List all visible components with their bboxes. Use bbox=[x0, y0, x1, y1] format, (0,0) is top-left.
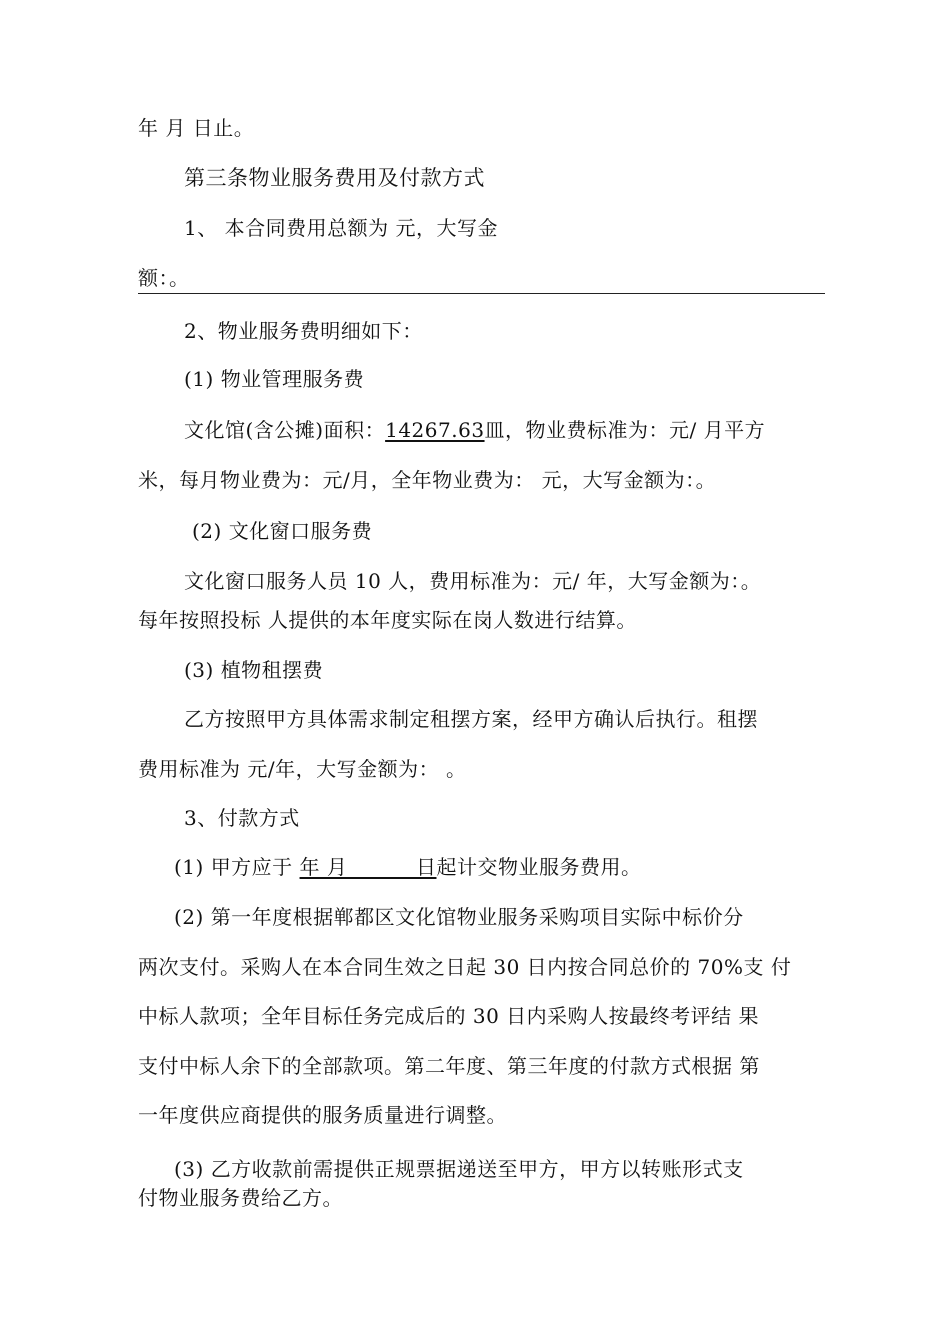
paragraph-line: 一年度供应商提供的服务质量进行调整。 bbox=[138, 1103, 507, 1127]
subsection-title: (1) 物业管理服务费 bbox=[184, 367, 365, 391]
paragraph-line: (3) 乙方收款前需提供正规票据递送至甲方，甲方以转账形式支 bbox=[174, 1157, 744, 1181]
paragraph-line bbox=[174, 853, 641, 881]
subsection-title: (2) 文化窗口服务费 bbox=[192, 519, 373, 543]
section-heading: 第三条物业服务费用及付款方式 bbox=[184, 166, 485, 190]
line-text: 皿，物业费标准为：元/ 月平方 bbox=[484, 418, 766, 442]
subsection-title: (3) 植物租摆费 bbox=[184, 658, 324, 682]
paragraph-line: 两次支付。采购人在本合同生效之日起 30 日内按合同总价的 70%支 付 bbox=[138, 955, 792, 979]
horizontal-rule bbox=[138, 293, 825, 294]
line-text: (1) 甲方应于 bbox=[174, 855, 300, 879]
paragraph-line: 2、物业服务费明细如下： bbox=[184, 319, 423, 343]
paragraph-line: 米，每月物业费为：元/月，全年物业费为： 元，大写金额为：。 bbox=[138, 468, 717, 492]
subsection-title: 3、付款方式 bbox=[184, 806, 300, 830]
paragraph-line: 付物业服务费给乙方。 bbox=[138, 1186, 343, 1210]
paragraph-line: 费用标准为 元/年，大写金额为： 。 bbox=[138, 757, 467, 781]
paragraph-line: 中标人款项；全年目标任务完成后的 30 日内采购人按最终考评结 果 bbox=[138, 1004, 760, 1028]
paragraph-line: 每年按照投标 人提供的本年度实际在岗人数进行结算。 bbox=[138, 608, 637, 632]
paragraph-line: 文化窗口服务人员 10 人，费用标准为：元/ 年，大写金额为：。 bbox=[184, 569, 762, 593]
paragraph-line: 支付中标人余下的全部款项。第二年度、第三年度的付款方式根据 第 bbox=[138, 1054, 760, 1078]
paragraph-line: 年 月 日止。 bbox=[138, 116, 255, 140]
paragraph-line: 乙方按照甲方具体需求制定租摆方案，经甲方确认后执行。租摆 bbox=[184, 707, 758, 731]
line-text: 起计交物业服务费用。 bbox=[436, 855, 642, 879]
paragraph-line: (2) 第一年度根据郸都区文化馆物业服务采购项目实际中标价分 bbox=[174, 905, 744, 929]
paragraph-line bbox=[184, 416, 765, 444]
area-value: 14267.63 bbox=[385, 418, 485, 442]
paragraph-line: 额：。 bbox=[138, 266, 190, 290]
date-blank: 年 月 日 bbox=[299, 855, 437, 879]
paragraph-line: 1、 本合同费用总额为 元，大写金 bbox=[184, 216, 498, 240]
line-text: 文化馆(含公摊)面积： bbox=[184, 418, 386, 442]
